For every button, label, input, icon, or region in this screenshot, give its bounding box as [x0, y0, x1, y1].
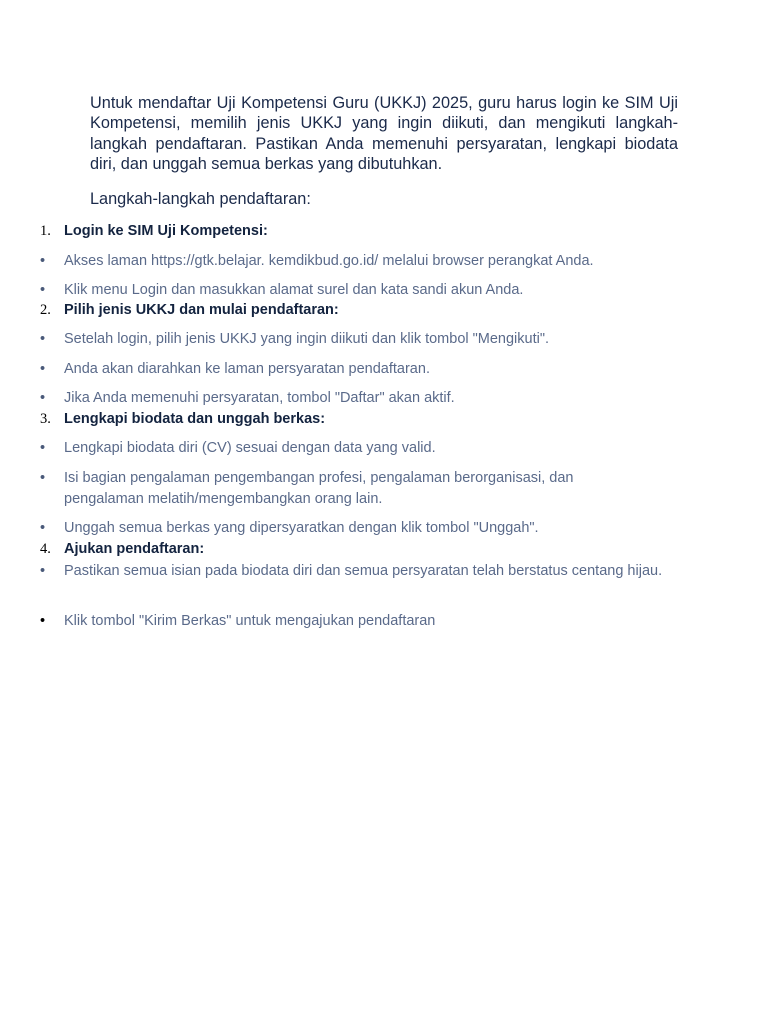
intro-paragraph: Untuk mendaftar Uji Kompetensi Guru (UKKJ) 2025, guru harus login ke SIM Uji Kompetensi, memilih jenis UKKJ yang ingin diikuti, dan mengikuti langkah-langkah pendaftaran. Pastikan Anda memenuhi persyaratan, lengkapi biodata diri, dan unggah semua berkas yang dibutuhkan.	[90, 94, 678, 174]
bullet-text: Jika Anda memenuhi persyaratan, tombol "Daftar" akan aktif.	[64, 390, 455, 406]
bullet-icon: •	[40, 440, 46, 456]
bullet-text: Anda akan diarahkan ke laman persyaratan pendaftaran.	[64, 361, 430, 377]
bullet-text: Klik menu Login dan masukkan alamat surel dan kata sandi akun Anda.	[64, 282, 524, 298]
step-title: Ajukan pendaftaran:	[64, 541, 205, 557]
bullet-icon: •	[40, 331, 46, 347]
step-number: 3.	[40, 411, 51, 427]
bullet-icon: •	[40, 282, 46, 298]
bullet-text: Lengkapi biodata diri (CV) sesuai dengan data yang valid.	[64, 440, 436, 456]
bullet-text: Klik tombol "Kirim Berkas" untuk mengajukan pendaftaran	[64, 613, 436, 629]
step-title: Login ke SIM Uji Kompetensi:	[64, 223, 268, 239]
step-title: Pilih jenis UKKJ dan mulai pendaftaran:	[64, 302, 339, 318]
bullet-icon: •	[40, 470, 46, 486]
bullet-icon: •	[40, 520, 46, 536]
bullet-icon: •	[40, 390, 46, 406]
bullet-icon: •	[40, 361, 46, 377]
bullet-text: Isi bagian pengalaman pengembangan profesi, pengalaman berorganisasi, dan pengalaman melatih/mengembangkan orang lain.	[64, 470, 574, 507]
step-title: Lengkapi biodata dan unggah berkas:	[64, 411, 326, 427]
bullet-text: Unggah semua berkas yang dipersyaratkan dengan klik tombol "Unggah".	[64, 520, 539, 536]
step-number: 2.	[40, 302, 51, 318]
bullet-text: Akses laman https://gtk.belajar. kemdikbud.go.id/ melalui browser perangkat Anda.	[64, 253, 594, 269]
steps-heading: Langkah-langkah pendaftaran:	[90, 190, 311, 208]
bullet-icon: •	[40, 253, 46, 269]
bullet-icon: •	[40, 563, 46, 579]
bullet-icon: •	[40, 613, 46, 629]
bullet-text: Setelah login, pilih jenis UKKJ yang ingin diikuti dan klik tombol "Mengikuti".	[64, 331, 550, 347]
step-number: 1.	[40, 223, 51, 239]
step-number: 4.	[40, 541, 51, 557]
bullet-text: Pastikan semua isian pada biodata diri dan semua persyaratan telah berstatus centang hijau.	[64, 563, 663, 579]
